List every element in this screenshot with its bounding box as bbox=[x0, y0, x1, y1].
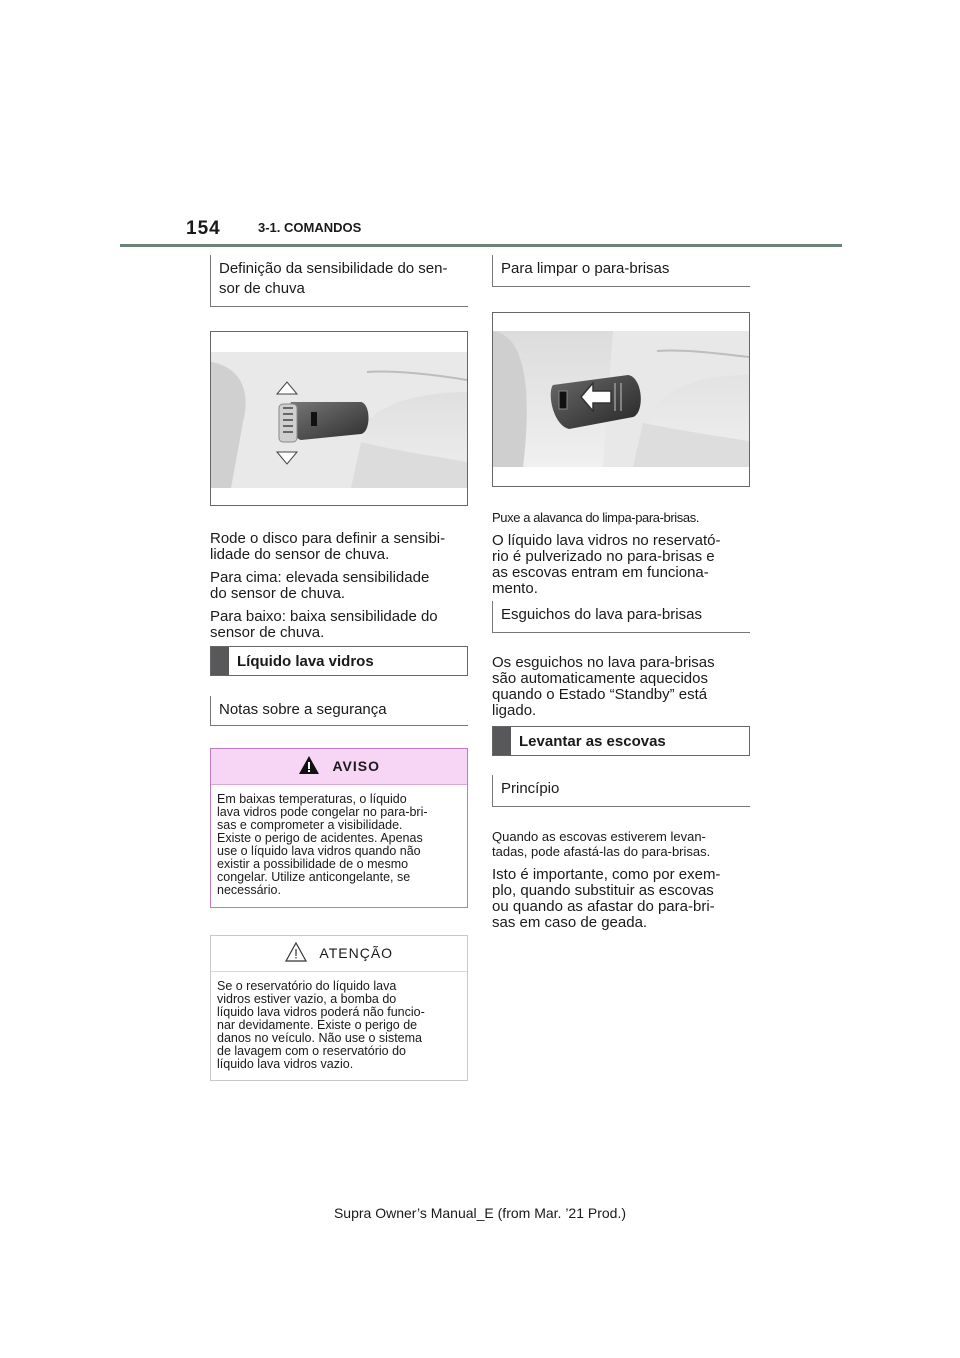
principle-paragraph-2: Isto é importante, como por exem- plo, quando substituir as escovas ou quando as afastar do para-bri- sas em caso de geada. bbox=[492, 866, 721, 931]
page-number: 154 bbox=[186, 218, 221, 239]
header-rule bbox=[120, 244, 842, 247]
caution-title: ATENÇÃO bbox=[319, 945, 394, 961]
wiper-lever-figure bbox=[492, 312, 750, 487]
caution-triangle-icon bbox=[285, 942, 307, 962]
sensitivity-paragraph-2: Para cima: elevada sensibilidade do sensor de chuva. bbox=[210, 569, 430, 602]
sensitivity-paragraph-1: Rode o disco para definir a sensibi- lidade do sensor de chuva. bbox=[210, 530, 446, 563]
warning-triangle-icon bbox=[298, 755, 320, 775]
principle-paragraph-1: Quando as escovas estiverem levan- tadas, pode afastá-las do para-brisas. bbox=[492, 829, 711, 859]
raise-wipers-section-title: Levantar as escovas bbox=[519, 732, 666, 750]
caution-header bbox=[211, 936, 467, 972]
section-marker bbox=[493, 727, 511, 755]
rain-sensor-figure bbox=[210, 331, 468, 506]
section-marker bbox=[211, 647, 229, 675]
washer-fluid-section-bar bbox=[210, 646, 468, 676]
warning-header bbox=[211, 749, 467, 785]
raise-wipers-section-bar bbox=[492, 726, 750, 756]
wiper-lever-illustration bbox=[493, 313, 749, 486]
chapter-title: 3-1. COMANDOS bbox=[258, 220, 362, 235]
nozzles-heading: Esguichos do lava para-brisas bbox=[492, 601, 750, 633]
caution-text: Se o reservatório do líquido lava vidros estiver vazio, a bomba do líquido lava vidros poderá não funcio- nar devidamente. Existe o perigo de danos no veículo. Não use o sistema de lavagem com o reservatório do líquido lava vidros vazio. bbox=[217, 979, 425, 1071]
warning-text: Em baixas temperaturas, o líquido lava vidros pode congelar no para-bri- sas e comprometer a visibilidade. Existe o perigo de acidentes. Apenas use o líquido lava vidros quando não existir a possibilidade de o mesmo congelar. Utilize anticongelante, se necessário. bbox=[217, 792, 428, 897]
clean-paragraph-2: O líquido lava vidros no reservató- rio é pulverizado no para-brisas e as escovas entram em funciona- mento. bbox=[492, 532, 721, 597]
warning-title: AVISO bbox=[332, 758, 380, 774]
caution-box bbox=[210, 935, 468, 1081]
sensitivity-paragraph-3: Para baixo: baixa sensibilidade do sensor de chuva. bbox=[210, 608, 438, 641]
principle-heading: Princípio bbox=[492, 775, 750, 807]
nozzles-paragraph: Os esguichos no lava para-brisas são automaticamente aquecidos quando o Estado “Standby” está ligado. bbox=[492, 654, 715, 719]
clean-text bbox=[492, 510, 750, 604]
clean-paragraph-1: Puxe a alavanca do limpa-para-brisas. bbox=[492, 510, 700, 525]
principle-text bbox=[492, 829, 750, 938]
nozzles-text bbox=[492, 655, 750, 726]
warning-box bbox=[210, 748, 468, 908]
washer-fluid-section-title: Líquido lava vidros bbox=[237, 652, 374, 670]
rain-sensor-illustration bbox=[211, 332, 467, 505]
sensitivity-text bbox=[210, 531, 468, 648]
clean-heading: Para limpar o para-brisas bbox=[492, 255, 750, 287]
footer-text: Supra Owner’s Manual_E (from Mar. ’21 Prod.) bbox=[333, 1205, 627, 1221]
sensitivity-heading: Definição da sensibilidade do sen- sor de chuva bbox=[210, 255, 468, 307]
safety-heading: Notas sobre a segurança bbox=[210, 696, 468, 726]
